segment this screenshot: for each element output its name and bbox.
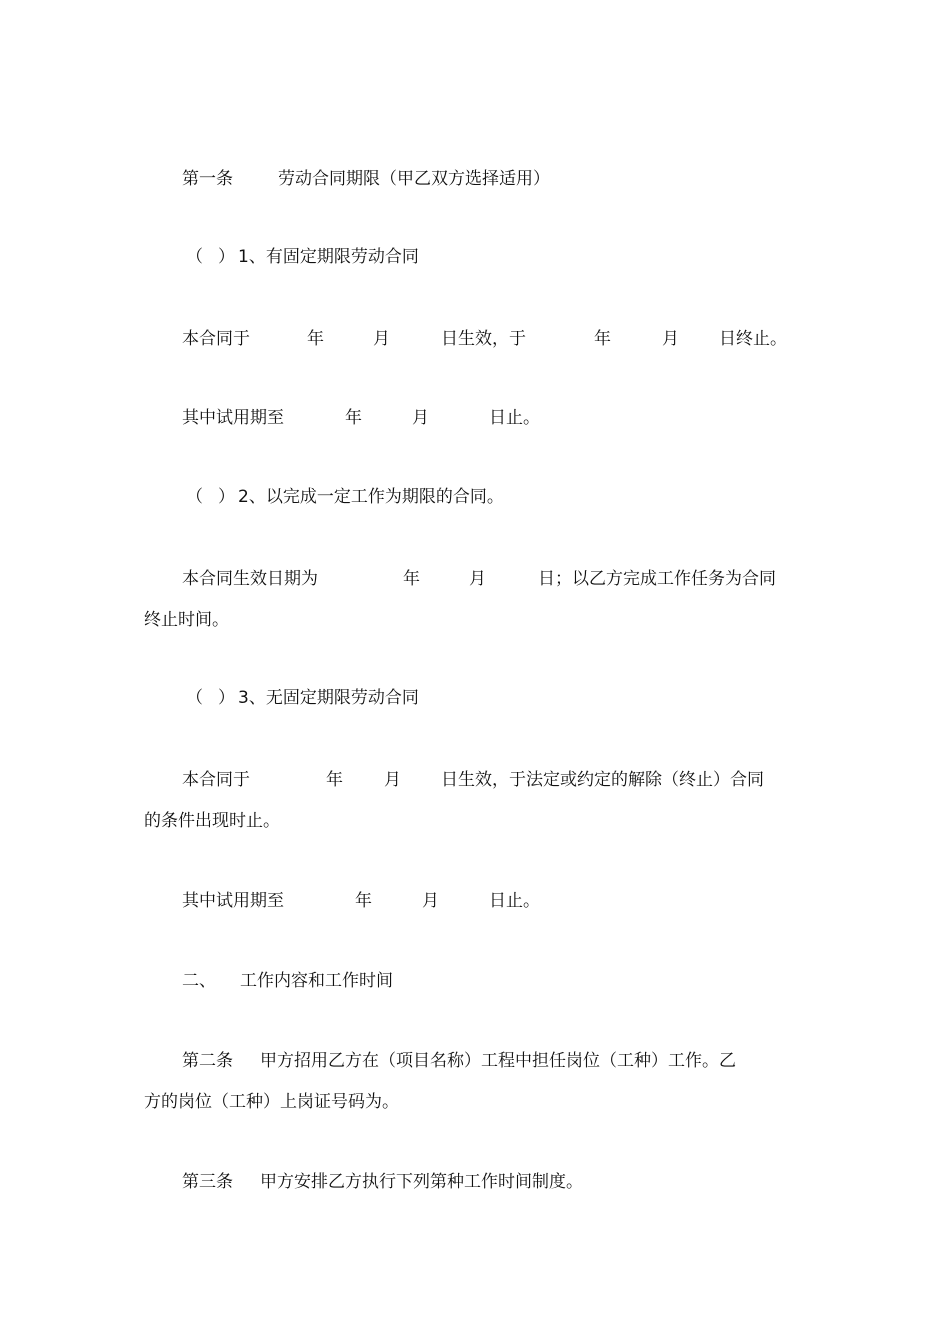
option-1-month-start: 月	[373, 329, 390, 349]
option-3-heading	[0, 683, 950, 713]
option-1-year-end: 年	[594, 329, 611, 349]
option-1-probation-month: 月	[412, 408, 429, 428]
section-2-number: 二、	[182, 971, 216, 991]
option-2-checkbox-close: ）	[218, 487, 235, 507]
article-2-text: 甲方招用乙方在（项目名称）工程中担任岗位（工种）工作。乙	[260, 1051, 736, 1071]
option-2-effective-continuation-line	[0, 605, 950, 635]
option-2-effective-prefix: 本合同生效日期为	[182, 569, 318, 589]
section-2-title: 工作内容和工作时间	[240, 971, 393, 991]
article-3-label: 第三条	[182, 1172, 233, 1192]
option-3-title: 3、无固定期限劳动合同	[238, 688, 419, 708]
option-1-effective-prefix: 本合同于	[182, 329, 250, 349]
option-3-effective-line	[0, 765, 950, 795]
option-1-probation-line	[0, 403, 950, 433]
option-3-effective-continuation-line	[0, 806, 950, 836]
option-1-day-end: 日终止。	[719, 329, 787, 349]
option-3-checkbox-close: ）	[218, 688, 235, 708]
option-2-day: 日；以乙方完成工作任务为合同	[538, 569, 776, 589]
option-2-effective-continuation: 终止时间。	[144, 610, 229, 630]
option-1-year-start: 年	[307, 329, 324, 349]
option-3-probation-line	[0, 886, 950, 916]
option-3-effective-continuation: 的条件出现时止。	[144, 811, 280, 831]
article-3-line	[0, 1167, 950, 1197]
section-2-heading	[0, 966, 950, 996]
article-1-title: 劳动合同期限（甲乙双方选择适用）	[278, 169, 550, 189]
option-2-effective-line	[0, 564, 950, 594]
option-3-year: 年	[326, 770, 343, 790]
option-1-month-end: 月	[662, 329, 679, 349]
article-1-label: 第一条	[182, 169, 233, 189]
option-3-effective-prefix: 本合同于	[182, 770, 250, 790]
option-3-day: 日生效，于法定或约定的解除（终止）合同	[441, 770, 764, 790]
article-2-continuation: 方的岗位（工种）上岗证号码为。	[144, 1092, 399, 1112]
option-3-probation-year: 年	[355, 891, 372, 911]
article-3-text: 甲方安排乙方执行下列第种工作时间制度。	[260, 1172, 583, 1192]
option-3-probation-day: 日止。	[489, 891, 540, 911]
option-1-title: 1、有固定期限劳动合同	[238, 247, 419, 267]
option-1-checkbox-close: ）	[218, 247, 235, 267]
article-2-label: 第二条	[182, 1051, 233, 1071]
option-1-checkbox-open: （	[186, 247, 203, 267]
option-2-title: 2、以完成一定工作为期限的合同。	[238, 487, 504, 507]
article-1-heading	[0, 164, 950, 194]
option-2-checkbox-open: （	[186, 487, 203, 507]
option-1-probation-day: 日止。	[489, 408, 540, 428]
option-1-day-start: 日生效，于	[441, 329, 526, 349]
article-2-continuation-line	[0, 1087, 950, 1117]
option-2-month: 月	[469, 569, 486, 589]
option-2-heading	[0, 482, 950, 512]
option-1-effective-line	[0, 324, 950, 354]
option-3-month: 月	[384, 770, 401, 790]
article-2-line	[0, 1046, 950, 1076]
option-1-heading	[0, 242, 950, 272]
option-1-probation-prefix: 其中试用期至	[182, 408, 284, 428]
option-3-probation-prefix: 其中试用期至	[182, 891, 284, 911]
option-1-probation-year: 年	[345, 408, 362, 428]
option-3-checkbox-open: （	[186, 688, 203, 708]
option-2-year: 年	[403, 569, 420, 589]
option-3-probation-month: 月	[422, 891, 439, 911]
